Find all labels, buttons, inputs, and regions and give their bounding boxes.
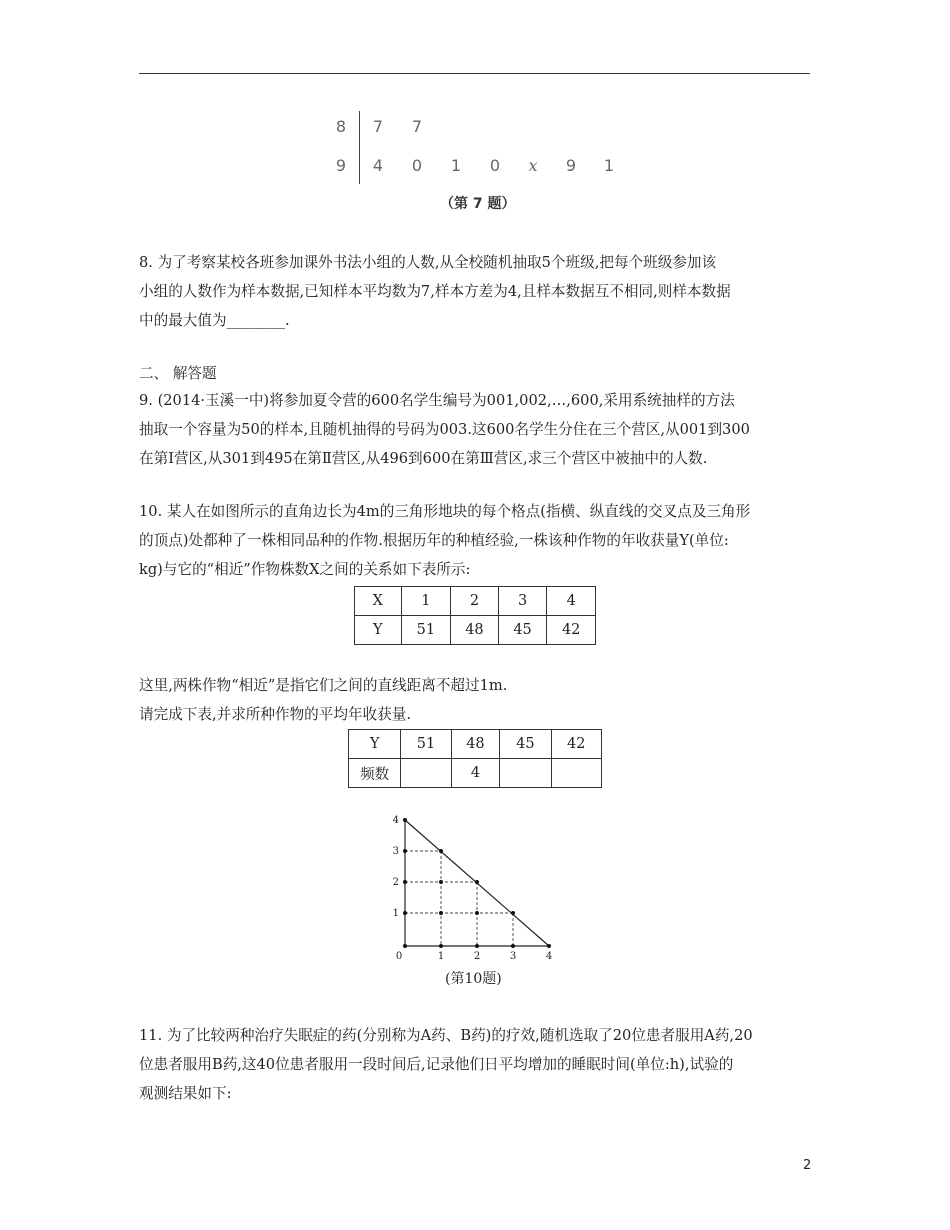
x-tick-label: 4: [545, 951, 553, 962]
q10-line: 10. 某人在如图所示的直角边长为4m的三角形地块的每个格点(指横、纵直线的交叉点及三角形: [139, 503, 751, 520]
y-tick-label: 4: [392, 815, 399, 826]
triangle-lattice-figure: [390, 812, 565, 962]
table-cell: 48: [451, 616, 499, 645]
q10-line: 请完成下表,并求所种作物的平均年收获量.: [139, 706, 411, 723]
table-cell: 51: [401, 730, 451, 759]
section-heading-text: 二、 解答题: [139, 365, 217, 382]
stem-9: 9: [335, 156, 347, 175]
table-cell: 42: [547, 616, 596, 645]
q10-line: 的顶点)处都种了一株相同品种的作物.根据历年的种植经验,一株该种作物的年收获量Y(单位:: [139, 532, 729, 549]
table-cell: Y: [355, 616, 402, 645]
q8-line: 中的最大值为________.: [139, 312, 290, 329]
table-row: [355, 587, 596, 616]
table-y-frequency: [348, 729, 602, 788]
q11-line: 观测结果如下:: [139, 1085, 232, 1102]
page-number: 2: [803, 1158, 812, 1173]
table-cell: 48: [451, 730, 499, 759]
leaf: 1: [450, 156, 462, 175]
q9-line: 在第Ⅰ营区,从301到495在第Ⅱ营区,从496到600在第Ⅲ营区,求三个营区中被抽中的人数.: [139, 450, 708, 467]
q11-line: 位患者服用B药,这40位患者服用一段时间后,记录他们日平均增加的睡眠时间(单位:h),试验的: [139, 1056, 734, 1073]
y-tick-label: 3: [392, 846, 399, 857]
leaf: 7: [372, 117, 384, 136]
table-cell: [401, 759, 451, 788]
table-cell: 3: [498, 587, 547, 616]
q8-line: 小组的人数作为样本数据,已知样本平均数为7,样本方差为4,且样本数据互不相同,则样本数据: [139, 283, 731, 300]
question-9: [139, 386, 819, 473]
leaf: 9: [565, 156, 577, 175]
x-tick-label: 0: [395, 951, 403, 962]
table-cell: 2: [451, 587, 499, 616]
q9-line: 9. (2014·玉溪一中)将参加夏令营的600名学生编号为001,002,…,600,采用系统抽样的方法: [139, 392, 735, 409]
question-11: [139, 1021, 819, 1108]
question-8: [139, 248, 819, 335]
table-cell: 1: [401, 587, 451, 616]
leaf: 0: [489, 156, 501, 175]
q10-after-text: [139, 671, 819, 729]
table-cell: X: [355, 587, 402, 616]
leaf: 1: [603, 156, 615, 175]
table-row: [349, 759, 602, 788]
top-rule: [139, 73, 810, 74]
x-tick-label: 3: [509, 951, 517, 962]
stem-divider: [359, 111, 360, 184]
dashed-grid: [405, 851, 513, 946]
q10-line: kg)与它的“相近”作物株数X之间的关系如下表所示:: [139, 561, 471, 578]
leaf-x: x: [528, 156, 538, 175]
x-tick-label: 2: [473, 951, 481, 962]
table-row: [355, 616, 596, 645]
table-cell: 4: [451, 759, 499, 788]
table-cell: 4: [547, 587, 596, 616]
table-cell: 45: [498, 616, 547, 645]
figure-caption-7: （第 7 题）: [440, 196, 516, 212]
table-cell: 42: [551, 730, 601, 759]
table-cell: 51: [401, 616, 451, 645]
q8-line: 8. 为了考察某校各班参加课外书法小组的人数,从全校随机抽取5个班级,把每个班级参加该: [139, 254, 717, 271]
table-row: [349, 730, 602, 759]
q10-line: 这里,两株作物“相近”是指它们之间的直线距离不超过1m.: [139, 677, 508, 694]
leaf: 0: [411, 156, 423, 175]
table-cell: [500, 759, 551, 788]
x-tick-label: 1: [437, 951, 445, 962]
table-cell: 45: [500, 730, 551, 759]
table-cell: 频数: [349, 759, 401, 788]
q11-line: 11. 为了比较两种治疗失眠症的药(分别称为A药、B药)的疗效,随机选取了20位患者服用A药,20: [139, 1027, 753, 1044]
table-cell: Y: [349, 730, 401, 759]
figure-caption-10: (第10题): [445, 971, 502, 987]
section-heading: [139, 359, 819, 388]
leaf: 7: [411, 117, 423, 136]
table-x-y: [354, 586, 596, 645]
q9-line: 抽取一个容量为50的样本,且随机抽得的号码为003.这600名学生分住在三个营区,从001到300: [139, 421, 750, 438]
y-tick-label: 1: [392, 908, 399, 919]
table-cell: [551, 759, 601, 788]
leaf: 4: [372, 156, 384, 175]
question-10: [139, 497, 819, 584]
y-tick-label: 2: [392, 877, 399, 888]
stem-8: 8: [335, 117, 347, 136]
